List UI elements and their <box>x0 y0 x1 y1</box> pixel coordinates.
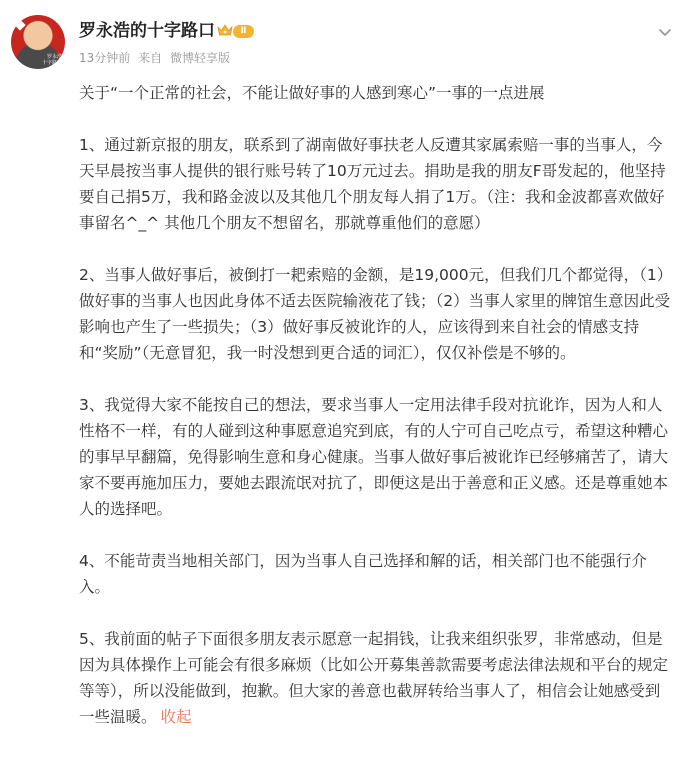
post-source[interactable]: 微博轻享版 <box>169 51 230 65</box>
crown-icon <box>217 23 233 37</box>
post-paragraph: 1、通过新京报的朋友，联系到了湖南做好事扶老人反遭其家属索赔一事的当事人，今天早晨按当事人提供的银行账号转了10万元过去。捐助是我的朋友F哥发起的，他坚持要自己捐5万，我和路金波以及其他几个朋友每人捐了1万。（注：我和金波都喜欢做好事留名^_^ 其他几个朋友不想留名，那就尊重他们的意愿） <box>79 136 666 232</box>
post-content <box>79 80 673 730</box>
avatar[interactable] <box>11 15 65 69</box>
post-time[interactable]: 13分钟前 <box>79 51 131 65</box>
user-name[interactable]: 罗永浩的十字路口 <box>79 21 215 41</box>
avatar-logo <box>14 19 25 30</box>
post-paragraph-text: 5、我前面的帖子下面很多朋友表示愿意一起捐钱，让我来组织张罗，非常感动，但是因为具体操作上可能会有很多麻烦（比如公开募集善款需要考虑法律法规和平台的规定等等），所以没能做到，抱歉。但大家的善意也截屏转给当事人了，相信会让她感受到一些温暖。 <box>79 630 669 726</box>
more-options-button[interactable] <box>651 19 679 47</box>
post-meta <box>79 50 234 66</box>
post-paragraph: 3、我觉得大家不能按自己的想法，要求当事人一定用法律手段对抗讹诈，因为人和人性格不一样，有的人碰到这种事愿意追究到底，有的人宁可自己吃点亏，希望这种糟心的事早早翻篇，免得影响生意和身心健康。当事人做好事后被讹诈已经够痛苦了，请大家不要再施加压力，要她去跟流氓对抗了，即便这是出于善意和正义感。还是尊重她本人的选择吧。 <box>79 396 669 518</box>
post-paragraph: 2、当事人做好事后，被倒打一耙索赔的金额，是19,000元，但我们几个都觉得，（1）做好事的当事人也因此身体不适去医院输液花了钱；（2）当事人家里的牌馆生意因此受影响也产生了一些损失；（3）做好事反被讹诈的人，应该得到来自社会的情感支持和“奖励”（无意冒犯，我一时没想到更合适的词汇），仅仅补偿是不够的。 <box>79 266 673 362</box>
chevron-down-icon <box>651 19 679 47</box>
level-badge: Ⅱ <box>233 25 254 38</box>
collapse-link[interactable]: 收起 <box>160 708 192 726</box>
avatar-text: 罗永浩 十字路口 <box>41 54 62 66</box>
post-title: 关于“一个正常的社会，不能让做好事的人感到寒心”一事的一点进展 <box>79 84 545 102</box>
post-paragraph-last <box>79 626 673 730</box>
post-source-prefix: 来自 <box>138 51 163 65</box>
post-paragraph: 4、不能苛责当地相关部门，因为当事人自己选择和解的话，相关部门也不能强行介入。 <box>79 552 647 596</box>
